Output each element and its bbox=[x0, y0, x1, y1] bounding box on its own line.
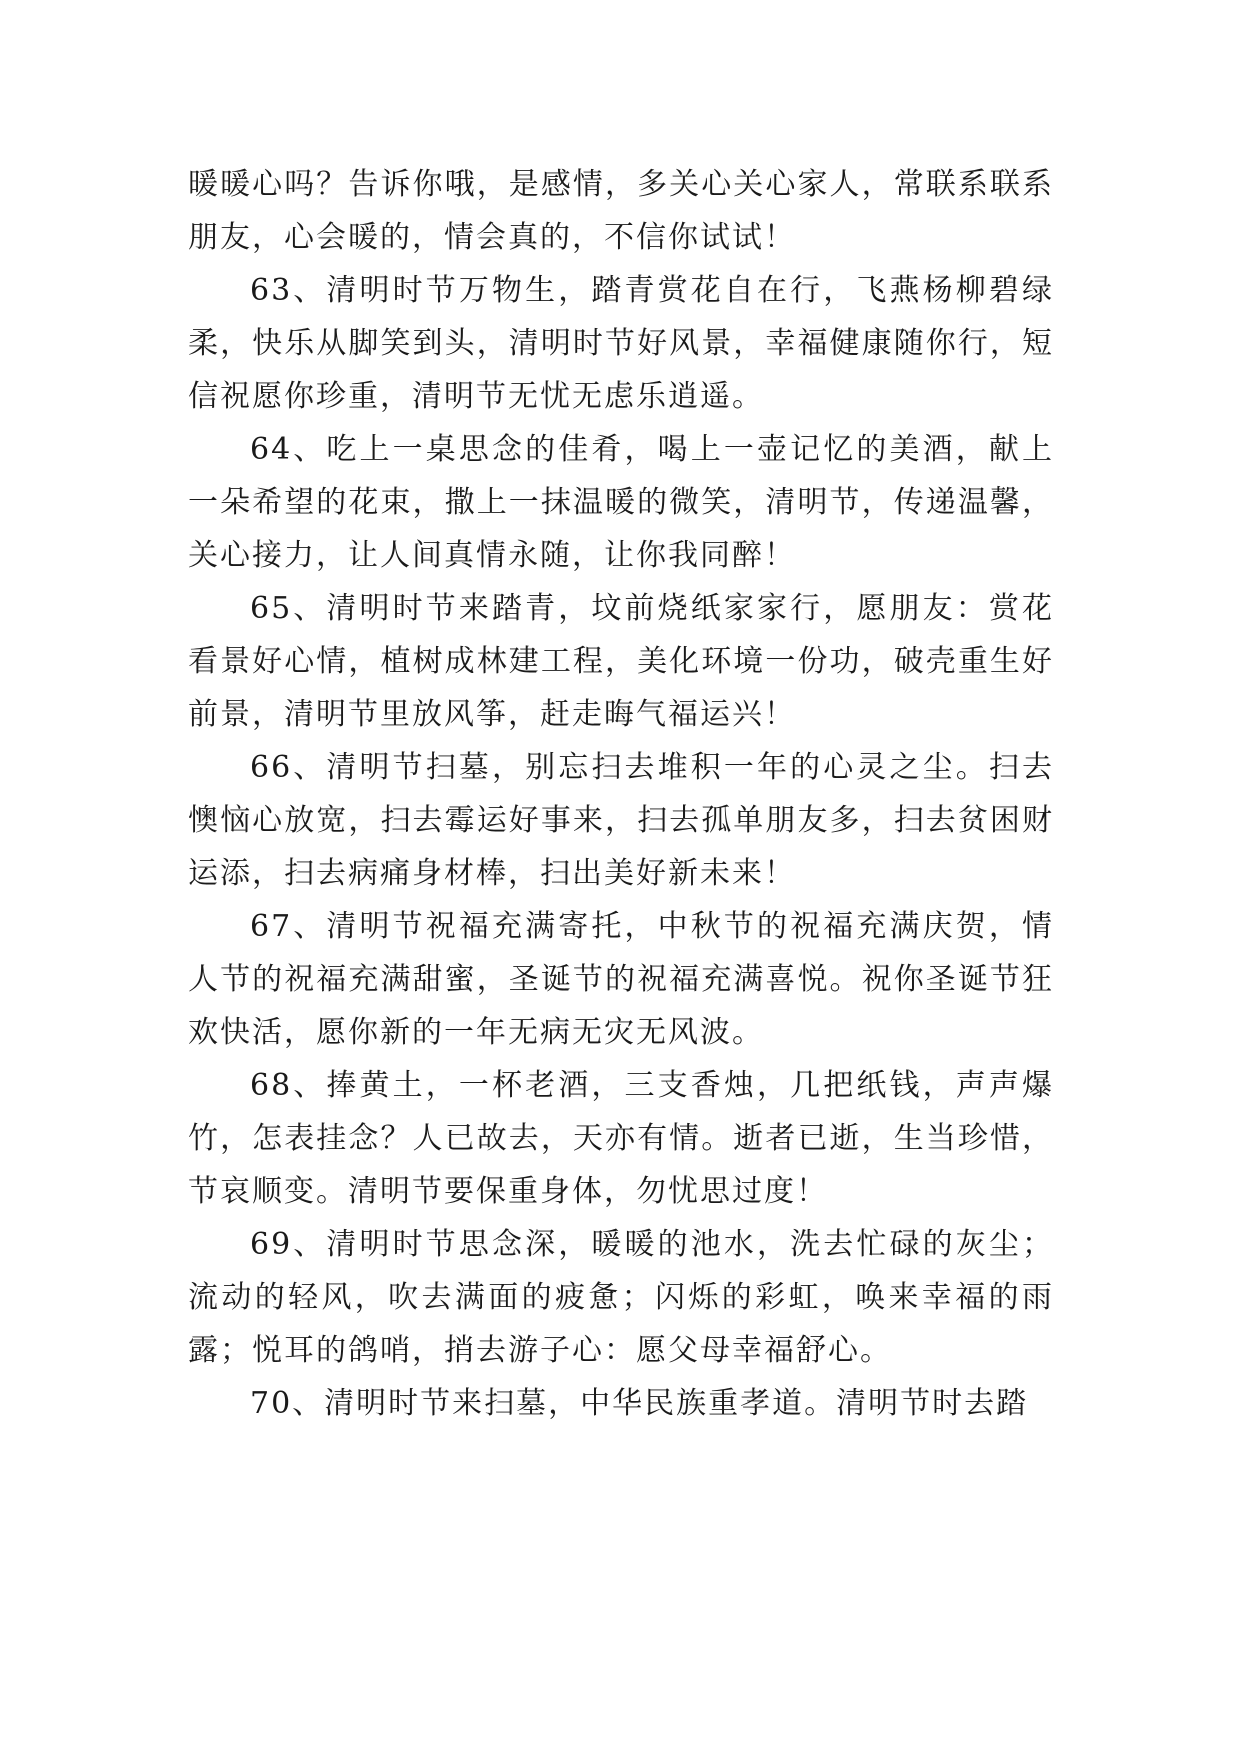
paragraph-65: 65、清明时节来踏青，坟前烧纸家家行，愿朋友：赏花看景好心情，植树成林建工程，美化环境一份功，破壳重生好前景，清明节里放风筝，赶走晦气福运兴！ bbox=[188, 591, 1054, 732]
paragraph-continuation: 暖暖心吗？告诉你哦，是感情，多关心关心家人，常联系联系朋友，心会暖的，情会真的，不信你试试！ bbox=[188, 167, 1054, 255]
paragraph-67: 67、清明节祝福充满寄托，中秋节的祝福充满庆贺，情人节的祝福充满甜蜜，圣诞节的祝福充满喜悦。祝你圣诞节狂欢快活，愿你新的一年无病无灾无风波。 bbox=[188, 909, 1054, 1050]
paragraph-70: 70、清明时节来扫墓，中华民族重孝道。清明节时去踏 bbox=[250, 1386, 1029, 1421]
document-body bbox=[188, 158, 1054, 1430]
paragraph-64: 64、吃上一桌思念的佳肴，喝上一壶记忆的美酒，献上一朵希望的花束，撒上一抹温暖的微笑，清明节，传递温馨，关心接力，让人间真情永随，让你我同醉！ bbox=[188, 432, 1054, 573]
paragraph-63: 63、清明时节万物生，踏青赏花自在行，飞燕杨柳碧绿柔，快乐从脚笑到头，清明时节好风景，幸福健康随你行，短信祝愿你珍重，清明节无忧无虑乐逍遥。 bbox=[188, 273, 1054, 414]
paragraph-66: 66、清明节扫墓，别忘扫去堆积一年的心灵之尘。扫去懊恼心放宽，扫去霉运好事来，扫去孤单朋友多，扫去贫困财运添，扫去病痛身材棒，扫出美好新未来！ bbox=[188, 750, 1054, 891]
paragraph-69: 69、清明时节思念深，暖暖的池水，洗去忙碌的灰尘；流动的轻风，吹去满面的疲惫；闪烁的彩虹，唤来幸福的雨露；悦耳的鸽哨，捎去游子心：愿父母幸福舒心。 bbox=[188, 1227, 1054, 1368]
paragraph-68: 68、捧黄土，一杯老酒，三支香烛，几把纸钱，声声爆竹，怎表挂念？人已故去，天亦有情。逝者已逝，生当珍惜，节哀顺变。清明节要保重身体，勿忧思过度！ bbox=[188, 1068, 1054, 1209]
